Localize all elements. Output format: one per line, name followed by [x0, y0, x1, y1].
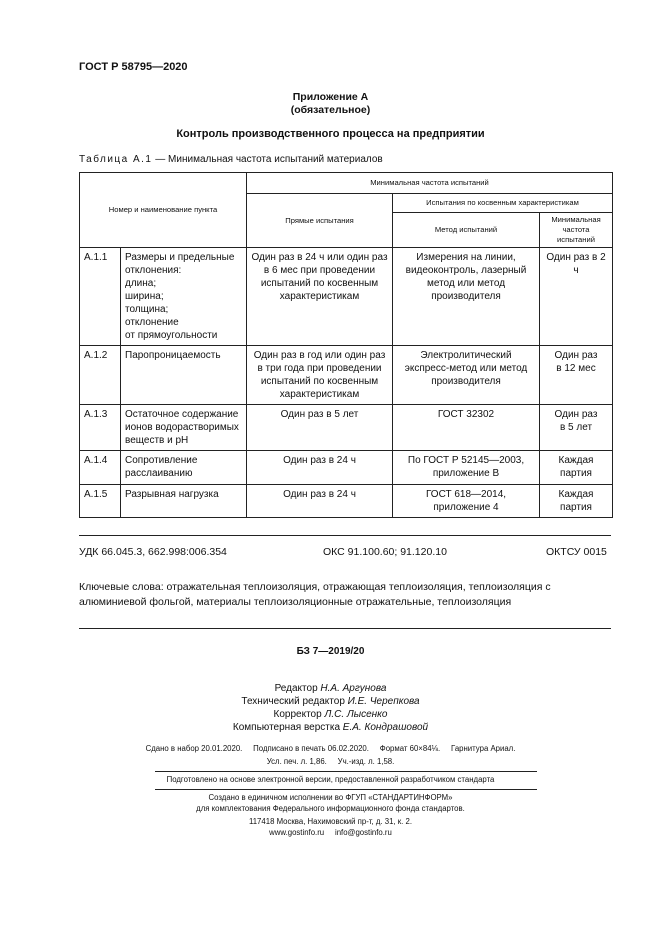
header-direct: Прямые испытания — [247, 194, 393, 248]
row-name: Остаточное содержание ионов водорастворимых веществ и pH — [121, 405, 247, 451]
header-indirect: Испытания по косвенным характеристикам — [393, 194, 613, 213]
divider — [79, 535, 611, 536]
row-number: А.1.3 — [80, 405, 121, 451]
header-method: Метод испытаний — [393, 213, 540, 248]
row-freq: Один раз в 5 лет — [540, 405, 613, 451]
imprint-line-3: Подготовлено на основе электронной версии, предоставленной разработчиком стандарта — [166, 775, 495, 784]
standard-number: ГОСТ Р 58795—2020 — [79, 61, 188, 73]
table-row — [80, 485, 613, 518]
credit-role: Компьютерная верстка — [232, 722, 343, 733]
oktsu-code: ОКТСУ 0015 — [546, 546, 607, 558]
credit-editor — [0, 682, 661, 696]
oks-code: ОКС 91.100.60; 91.120.10 — [323, 546, 447, 558]
row-number: А.1.1 — [80, 248, 121, 346]
row-number: А.1.4 — [80, 451, 121, 485]
row-name: Паропроницаемость — [121, 346, 247, 405]
divider — [155, 789, 537, 790]
row-number: А.1.5 — [80, 485, 121, 518]
row-method: По ГОСТ Р 52145—2003, приложение В — [393, 451, 540, 485]
row-number: А.1.2 — [80, 346, 121, 405]
row-method: Измерения на линии, видеоконтроль, лазерный метод или метод производителя — [393, 248, 540, 346]
row-freq: Один раз в 2 ч — [540, 248, 613, 346]
credit-layout — [0, 721, 661, 735]
udk-code: УДК 66.045.3, 662.998:006.354 — [79, 546, 227, 558]
row-freq: Один раз в 12 мес — [540, 346, 613, 405]
table-caption — [79, 154, 383, 165]
table-row — [80, 346, 613, 405]
row-method: ГОСТ 32302 — [393, 405, 540, 451]
header-min-freq: Минимальная частота испытаний — [247, 173, 613, 194]
header-item: Номер и наименование пункта — [80, 173, 247, 248]
credit-name: Н.А. Аргунова — [320, 683, 387, 694]
table-caption-text: — Минимальная частота испытаний материалов — [152, 154, 383, 165]
appendix-subtitle: (обязательное) — [290, 104, 371, 116]
row-name: Разрывная нагрузка — [121, 485, 247, 518]
credit-name: Е.А. Кондрашовой — [342, 722, 429, 733]
row-freq: Каждая партия — [540, 485, 613, 518]
test-frequency-table — [79, 172, 613, 518]
imprint-address: 117418 Москва, Нахимовский пр-т, д. 31, к. 2. — [248, 817, 413, 826]
row-direct: Один раз в 5 лет — [247, 405, 393, 451]
imprint-contacts: www.gostinfo.ru info@gostinfo.ru — [269, 828, 392, 837]
table-row — [80, 248, 613, 346]
divider — [79, 628, 611, 629]
row-direct: Один раз в 24 ч — [247, 485, 393, 518]
appendix-title: Приложение А — [292, 91, 369, 103]
row-direct: Один раз в год или один раз в три года при проведении испытаний по косвенным характеристикам — [247, 346, 393, 405]
imprint-line-2: Усл. печ. л. 1,86. Уч.-изд. л. 1,58. — [266, 757, 395, 766]
credit-role: Технический редактор — [241, 696, 348, 707]
credit-tech-editor — [0, 695, 661, 709]
keywords: Ключевые слова: отражательная теплоизоляция, отражающая теплоизоляция, теплоизоляция с алюминиевой фольгой, материалы теплоизоляционные отражательные, теплоизоляция — [79, 581, 551, 608]
imprint-line-1: Сдано в набор 20.01.2020. Подписано в печать 06.02.2020. Формат 60×84⅛. Гарнитура Ариал. — [145, 744, 516, 753]
credit-role: Редактор — [274, 683, 321, 694]
header-min-test-freq: Минимальная частота испытаний — [540, 213, 613, 248]
row-method: Электролитический экспресс-метод или метод производителя — [393, 346, 540, 405]
row-freq: Каждая партия — [540, 451, 613, 485]
section-title: Контроль производственного процесса на предприятии — [176, 128, 485, 140]
table-caption-prefix: Таблица А.1 — [79, 154, 153, 165]
row-direct: Один раз в 24 ч — [247, 451, 393, 485]
credit-name: Л.С. Лысенко — [324, 709, 388, 720]
credit-corrector — [0, 708, 661, 722]
row-name: Размеры и предельные отклонения: длина; ширина; толщина; отклонение от прямоугольности — [121, 248, 247, 346]
divider — [155, 771, 537, 772]
row-direct: Один раз в 24 ч или один раз в 6 мес при проведении испытаний по косвенным характеристикам — [247, 248, 393, 346]
imprint-line-5: для комплектования Федерального информационного фонда стандартов. — [196, 804, 465, 813]
table-row — [80, 405, 613, 451]
row-name: Сопротивление расслаиванию — [121, 451, 247, 485]
credit-name: И.Е. Черепкова — [347, 696, 420, 707]
table-row — [80, 451, 613, 485]
bz-number: БЗ 7—2019/20 — [296, 646, 365, 657]
row-method: ГОСТ 618—2014, приложение 4 — [393, 485, 540, 518]
imprint-line-4: Создано в единичном исполнении во ФГУП «СТАНДАРТИНФОРМ» — [208, 793, 453, 802]
credit-role: Корректор — [273, 709, 325, 720]
